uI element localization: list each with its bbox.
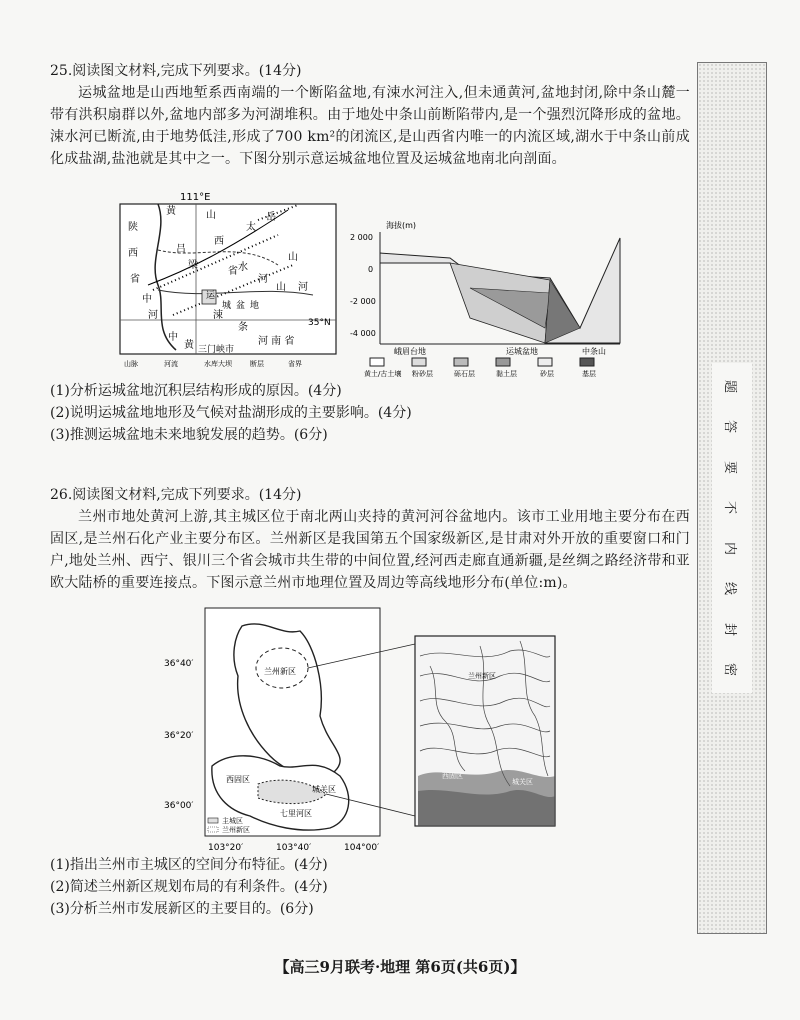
svg-text:山: 山: [276, 282, 286, 293]
svg-text:粉砂层: 粉砂层: [412, 370, 433, 378]
q25-passage: 运城盆地是山西地堑系西南端的一个断陷盆地,有涑水河注入,但未通黄河,盆地封闭,除中条山麓一带有洪积扇群以外,盆地内部多为河湖堆积。由于地处中条山前断陷带内,是一个强烈沉降形成的盆地。涑水河已断流,由于地势低洼,形成了700 km²的闭流区,是山西省内唯一的内流区域,湖水于中条山前成化成盐湖,盐池就是其中之一。下图分别示意运城盆地位置及运城盆地南北向剖面。: [50, 85, 690, 167]
svg-text:山: 山: [206, 210, 216, 221]
svg-text:太: 太: [246, 222, 256, 233]
svg-text:岳: 岳: [266, 212, 276, 223]
svg-text:36°40′: 36°40′: [164, 659, 194, 669]
svg-text:36°20′: 36°20′: [164, 731, 194, 741]
seal-line-notice: 题 答 要 不 内 线 封 密: [712, 363, 752, 693]
svg-text:兰州新区: 兰州新区: [468, 672, 496, 680]
svg-text:水: 水: [238, 262, 248, 273]
svg-text:三门峡市: 三门峡市: [198, 345, 235, 355]
svg-text:104°00′: 104°00′: [344, 843, 380, 853]
svg-text:兰州新区: 兰州新区: [222, 826, 250, 834]
svg-text:砾石层: 砾石层: [454, 370, 475, 378]
svg-text:地: 地: [250, 301, 260, 311]
svg-text:中: 中: [168, 332, 178, 343]
svg-text:河: 河: [258, 274, 268, 285]
svg-text:基层: 基层: [582, 370, 596, 378]
svg-text:中条山: 中条山: [582, 347, 606, 356]
q25-cross-section: [350, 218, 630, 378]
svg-text:运城盆地: 运城盆地: [506, 347, 538, 356]
q25-map-legend-3: 断层: [250, 360, 264, 368]
q26-title: 26.阅读图文材料,完成下列要求。(14分): [50, 487, 302, 503]
q25-title: 25.阅读图文材料,完成下列要求。(14分): [50, 63, 302, 79]
q26-question-1: (1)指出兰州市主城区的空间分布特征。(4分): [50, 857, 328, 873]
q25-map-legend-0: 山脉: [124, 360, 138, 368]
svg-text:西固区: 西固区: [226, 775, 250, 784]
svg-text:城: 城: [222, 301, 232, 311]
svg-text:运: 运: [206, 291, 216, 301]
question-25: [50, 60, 690, 170]
q26-passage: 兰州市地处黄河上游,其主城区位于南北两山夹持的黄河河谷盆地内。该市工业用地主要分布在西固区,是兰州石化产业主要分布区。兰州新区是我国第五个国家级新区,是甘肃对外开放的重要窗口和门户,地处兰州、西宁、银川三个省会城市共生带的中间位置,经河西走廊直通新疆,是丝绸之路经济带和亚欧大陆桥的重要连接点。下图示意兰州市地理位置及周边等高线地形分布(单位:m)。: [50, 509, 690, 591]
q26-question-3: (3)分析兰州市发展新区的主要目的。(6分): [50, 901, 314, 917]
page-footer: 【高三9月联考·地理 第6页(共6页)】: [274, 958, 526, 976]
q25-location-map: [118, 190, 340, 372]
svg-text:黄土/古土壤: 黄土/古土壤: [364, 370, 402, 378]
svg-text:36°00′: 36°00′: [164, 801, 194, 811]
q25-question-2: (2)说明运城盆地地形及气候对盐湖形成的主要影响。(4分): [50, 405, 412, 421]
svg-text:涑: 涑: [213, 310, 223, 321]
svg-text:西固区: 西固区: [442, 772, 463, 780]
svg-text:主城区: 主城区: [222, 817, 243, 825]
svg-text:省: 省: [130, 274, 140, 285]
question-26: [50, 484, 690, 594]
svg-text:条: 条: [238, 322, 248, 333]
svg-text:-4 000: -4 000: [350, 329, 376, 338]
svg-text:城关区: 城关区: [312, 785, 336, 794]
svg-text:省: 省: [228, 266, 238, 277]
svg-text:黄: 黄: [166, 206, 176, 217]
svg-text:吕: 吕: [176, 244, 186, 255]
svg-text:山: 山: [288, 252, 298, 263]
q25-map-legend-2: 水库大坝: [204, 360, 232, 368]
svg-text:黏土层: 黏土层: [496, 370, 517, 378]
svg-text:峨眉台地: 峨眉台地: [394, 347, 426, 356]
svg-text:七里河区: 七里河区: [280, 809, 312, 818]
profile-axis-title: 海拔(m): [386, 221, 417, 230]
new-area-label: 兰州新区: [264, 667, 296, 676]
q25-lon-label: 111°E: [180, 192, 211, 203]
svg-text:103°20′: 103°20′: [208, 843, 244, 853]
q25-lat-label: 35°N: [308, 318, 331, 328]
q26-location-map: [150, 606, 660, 856]
q25-map-legend-4: 省界: [288, 360, 302, 368]
q25-map-legend-1: 河流: [164, 360, 178, 368]
svg-text:砂层: 砂层: [540, 370, 554, 378]
svg-text:103°40′: 103°40′: [276, 843, 312, 853]
svg-text:盆: 盆: [236, 301, 246, 311]
q25-question-3: (3)推测运城盆地未来地貌发展的趋势。(6分): [50, 427, 328, 443]
svg-text:河 南 省: 河 南 省: [258, 336, 295, 347]
svg-text:梁: 梁: [188, 260, 198, 271]
svg-text:西: 西: [128, 248, 138, 259]
seal-line-sidebar: [697, 62, 767, 934]
svg-text:陕: 陕: [128, 222, 138, 233]
q26-question-2: (2)简述兰州新区规划布局的有利条件。(4分): [50, 879, 328, 895]
q25-questions: [50, 380, 690, 446]
svg-text:-2 000: -2 000: [350, 297, 376, 306]
q25-question-1: (1)分析运城盆地沉积层结构形成的原因。(4分): [50, 383, 342, 399]
svg-text:河: 河: [148, 310, 158, 321]
svg-text:中: 中: [142, 294, 152, 305]
svg-text:河: 河: [298, 282, 308, 293]
svg-text:2 000: 2 000: [350, 233, 373, 242]
svg-text:黄: 黄: [184, 340, 194, 351]
svg-text:0: 0: [368, 265, 374, 274]
svg-text:城关区: 城关区: [512, 778, 533, 786]
svg-text:西: 西: [214, 236, 224, 247]
q26-questions: [50, 854, 690, 920]
